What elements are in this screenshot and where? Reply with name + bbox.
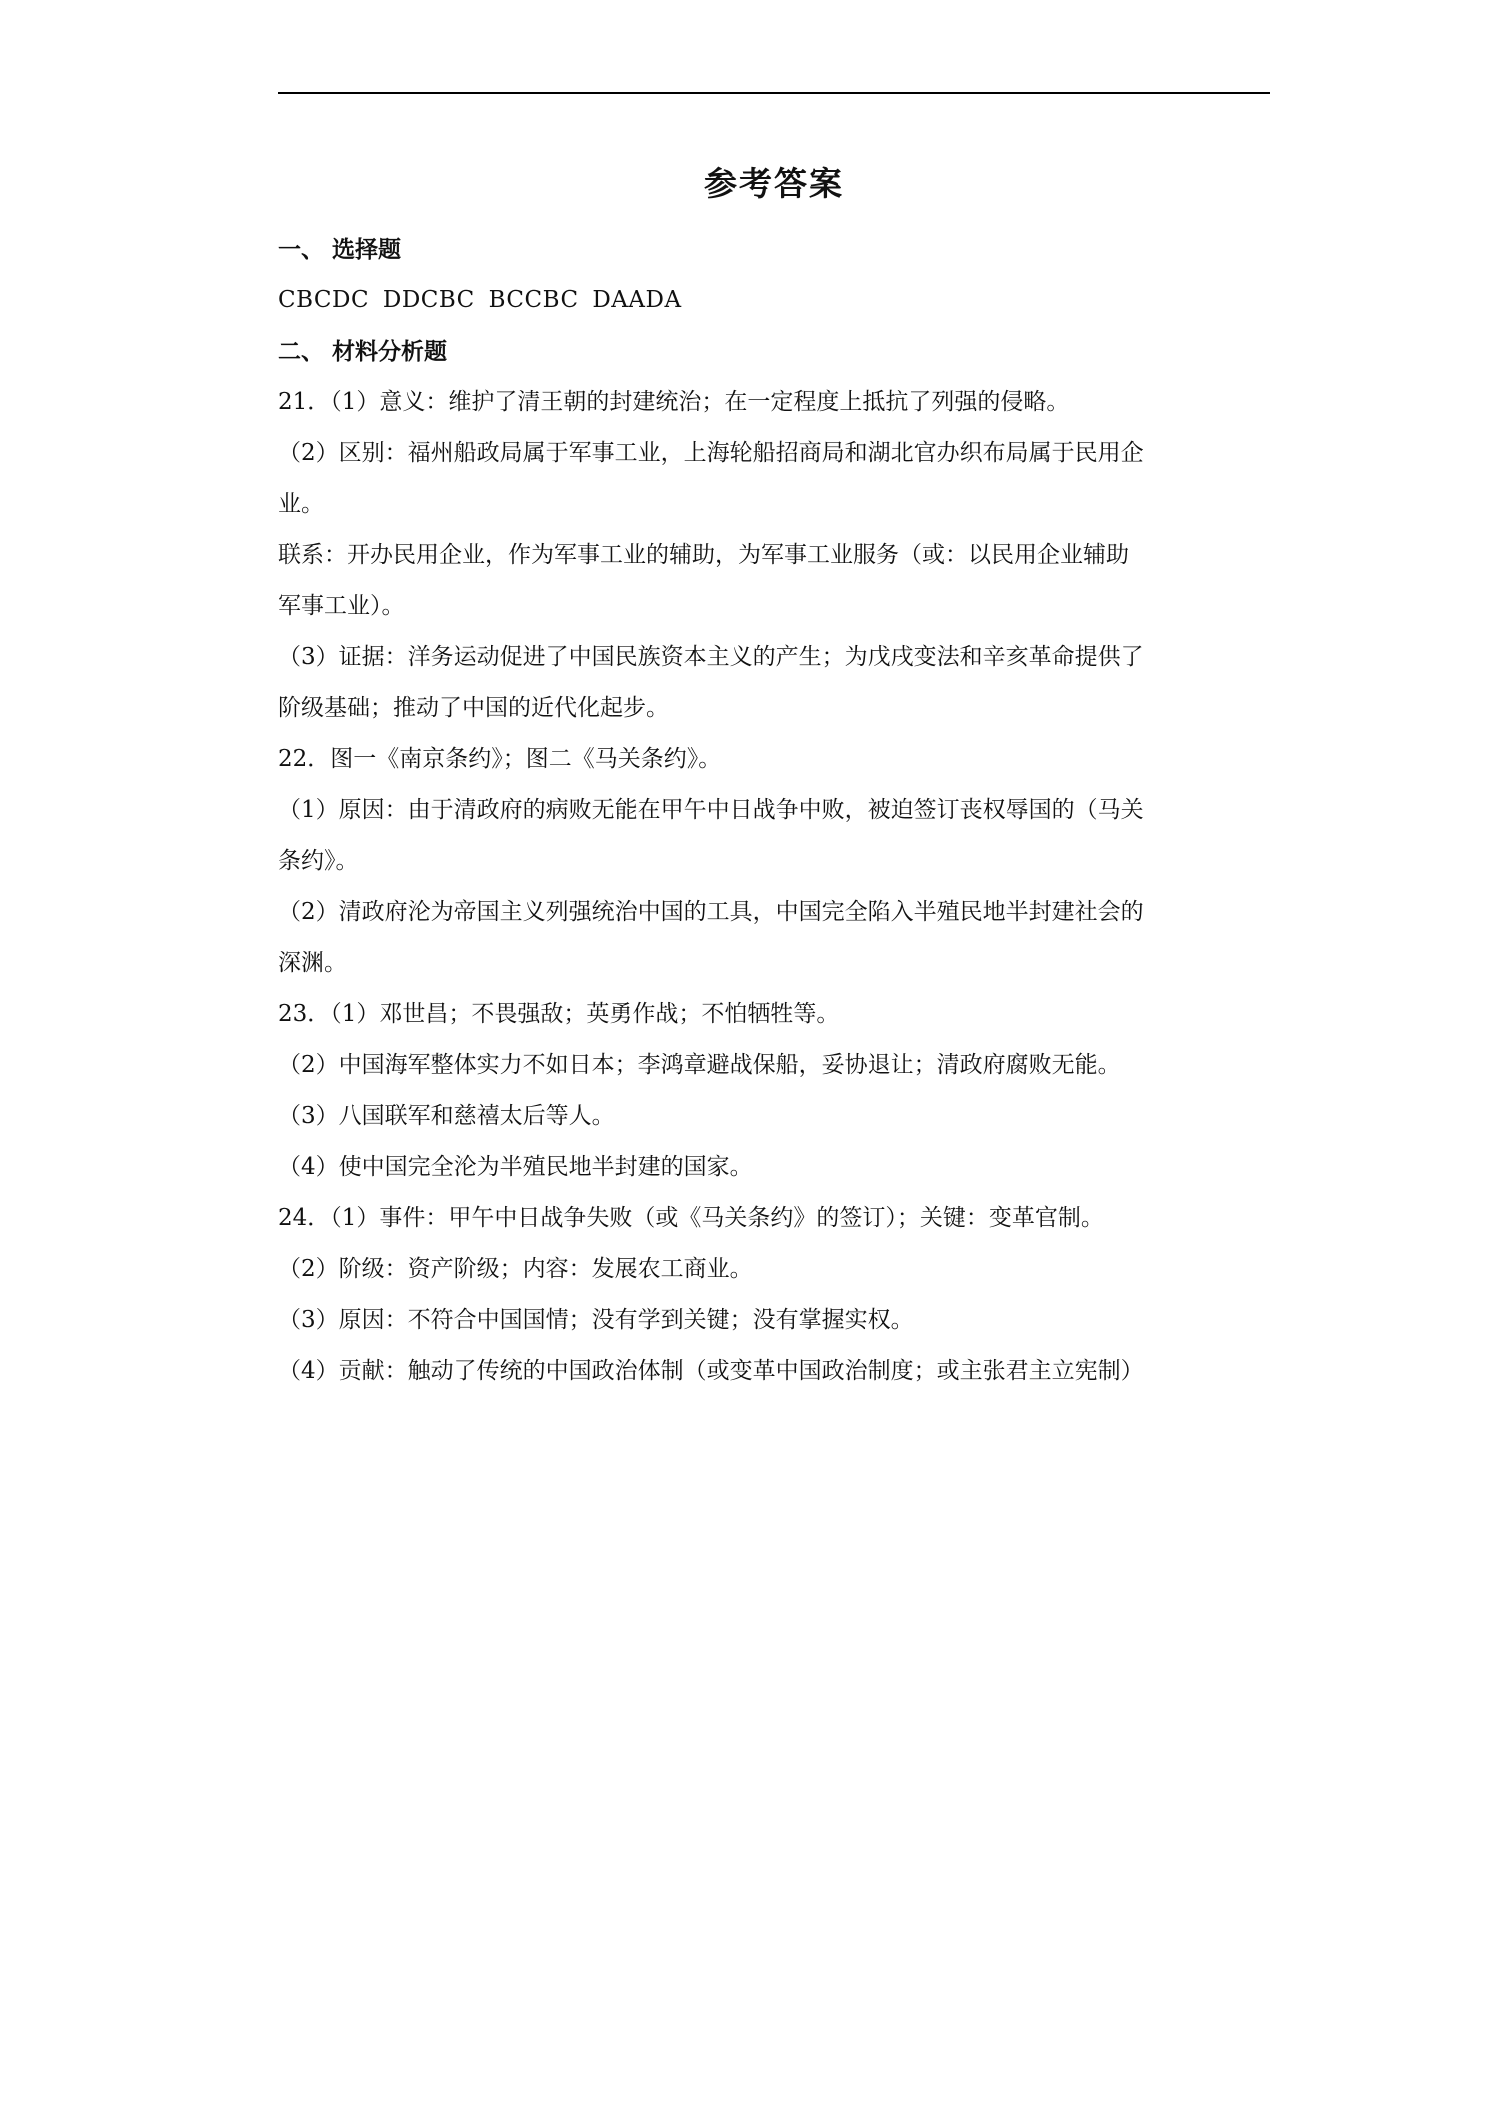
choice-answers: CBCDC DDCBC BCCBC DAADA: [278, 287, 682, 313]
answer-line: （2）区别：福州船政局属于军事工业，上海轮船招商局和湖北官办织布局属于民用企: [278, 440, 1144, 466]
answer-line: 22．图一《南京条约》；图二《马关条约》。: [278, 746, 722, 772]
answer-line: 军事工业）。: [278, 593, 405, 619]
answer-line: 联系：开办民用企业，作为军事工业的辅助，为军事工业服务（或：以民用企业辅助: [278, 542, 1129, 568]
answer-line: 21．（1）意义：维护了清王朝的封建统治；在一定程度上抵抗了列强的侵略。: [278, 389, 1070, 415]
answer-line: （3）证据：洋务运动促进了中国民族资本主义的产生；为戊戌变法和辛亥革命提供了: [278, 644, 1144, 670]
answer-line: 业。: [278, 491, 324, 517]
answer-line: 条约》。: [278, 848, 359, 874]
answer-line: （3）八国联军和慈禧太后等人。: [278, 1103, 615, 1129]
answer-body: [278, 224, 1270, 1397]
header-rule: [278, 92, 1270, 94]
answer-line: （4）贡献：触动了传统的中国政治体制（或变革中国政治制度；或主张君主立宪制）: [278, 1358, 1144, 1384]
answer-line: （1）原因：由于清政府的病败无能在甲午中日战争中败，被迫签订丧权辱国的（马关: [278, 797, 1144, 823]
answer-line: （2）阶级：资产阶级；内容：发展农工商业。: [278, 1256, 753, 1282]
answer-line: 24．（1）事件：甲午中日战争失败（或《马关条约》的签订）；关键：变革官制。: [278, 1205, 1104, 1231]
page-title: 参考答案: [704, 164, 844, 203]
answer-line: 23．（1）邓世昌；不畏强敌；英勇作战；不怕牺牲等。: [278, 1001, 840, 1027]
answer-line: （4）使中国完全沦为半殖民地半封建的国家。: [278, 1154, 753, 1180]
answer-line: （2）清政府沦为帝国主义列强统治中国的工具，中国完全陷入半殖民地半封建社会的: [278, 899, 1144, 925]
answer-line: （3）原因：不符合中国国情；没有学到关键；没有掌握实权。: [278, 1307, 914, 1333]
answer-line: （2）中国海军整体实力不如日本；李鸿章避战保船，妥协退让；清政府腐败无能。: [278, 1052, 1121, 1078]
section-heading: 二、 材料分析题: [278, 338, 448, 365]
answer-line: 阶级基础；推动了中国的近代化起步。: [278, 695, 669, 721]
answer-line: 深渊。: [278, 950, 347, 976]
section-heading: 一、 选择题: [278, 236, 402, 263]
